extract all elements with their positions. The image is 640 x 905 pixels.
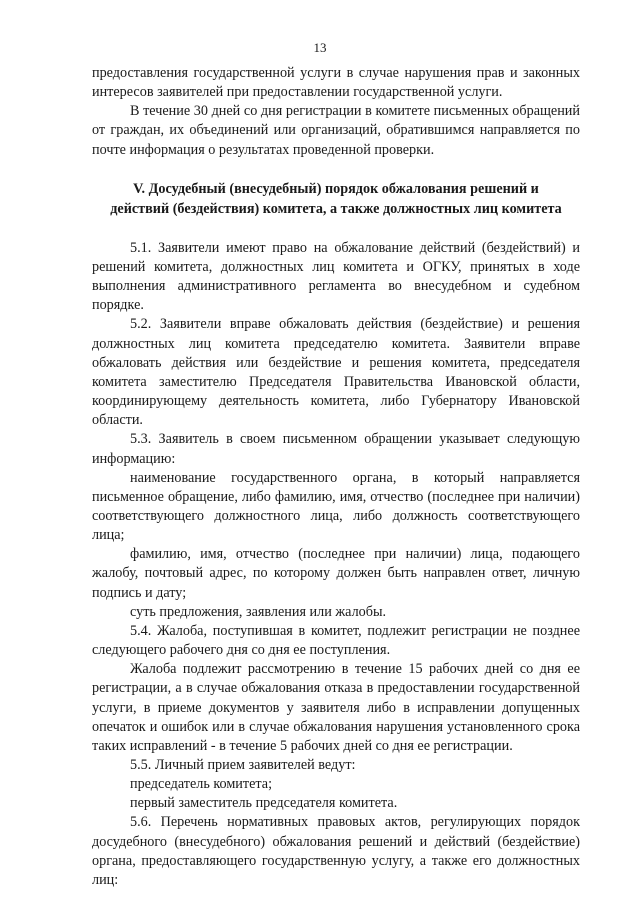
paragraph-5-4-deadline: Жалоба подлежит рассмотрению в течение 15 рабочих дней со дня ее регистрации, а в случае обжалования отказа в предоставлении государственной услуги, в приеме документов у заявителя либо в исправлении допущенных опечаток и ошибок или в случае обжалования нарушения установленного срока таких исправлений - в течение 5 рабочих дней со дня ее регистрации. <box>92 661 580 754</box>
paragraph-5-5-item-a: председатель комитета; <box>130 776 273 793</box>
page-number: 13 <box>313 40 327 55</box>
paragraph-5-3-item-c: суть предложения, заявления или жалобы. <box>130 603 387 620</box>
paragraph-5-3: 5.3. Заявитель в своем письменном обращении указывает следующую информацию: <box>92 431 580 467</box>
paragraph-5-3-item-b: фамилию, имя, отчество (последнее при наличии) лица, подающего жалобу, почтовый адрес, по которому должен быть направлен ответ, личную подпись и дату; <box>92 546 580 601</box>
paragraph-continuation: предоставления государственной услуги в случае нарушения прав и законных интересов заявителей при предоставлении государственной услуги. <box>92 65 580 101</box>
paragraph-5-5-item-b: первый заместитель председателя комитета. <box>130 795 398 812</box>
paragraph-5-4: 5.4. Жалоба, поступившая в комитет, подлежит регистрации не позднее следующего рабочего дня со дня ее поступления. <box>92 622 580 659</box>
section-heading <box>92 179 580 219</box>
paragraph-30-days: В течение 30 дней со дня регистрации в комитете письменных обращений от граждан, их объединений или организаций, обратившимся направляется по почте информация о результатах проведенной проверки. <box>92 103 580 158</box>
paragraph-5-6: 5.6. Перечень нормативных правовых актов, регулирующих порядок досудебного (внесудебного) обжалования решений и действий (бездействие) органа, предоставляющего государственную услугу, а также его должностных лиц: <box>92 814 580 888</box>
paragraph-5-1: 5.1. Заявители имеют право на обжалование действий (бездействий) и решений комитета, должностных лиц комитета и ОГКУ, принятых в ходе выполнения административного регламента во внесудебном и судебном порядке. <box>92 239 580 314</box>
section-heading-line-1: V. Досудебный (внесудебный) порядок обжалования решений и <box>133 180 539 197</box>
paragraph-5-3-item-a: наименование государственного органа, в который направляется письменное обращение, либо фамилию, имя, отчество (последнее при наличии) соответствующего должностного лица, либо должность соответствующего лица; <box>92 469 580 544</box>
document-body <box>92 64 580 890</box>
paragraph-5-2: 5.2. Заявители вправе обжаловать действия (бездействие) и решения должностных лиц комитета председателю комитета. Заявители вправе обжаловать действия или бездействие и решения комитета, председателя комитета заместителю Председателя Правительства Ивановской области, координирующему деятельность комитета, либо Губернатору Ивановской области. <box>92 316 580 429</box>
section-heading-line-2: действий (бездействия) комитета, а также должностных лиц комитета <box>110 200 562 217</box>
paragraph-5-5: 5.5. Личный прием заявителей ведут: <box>130 757 356 773</box>
